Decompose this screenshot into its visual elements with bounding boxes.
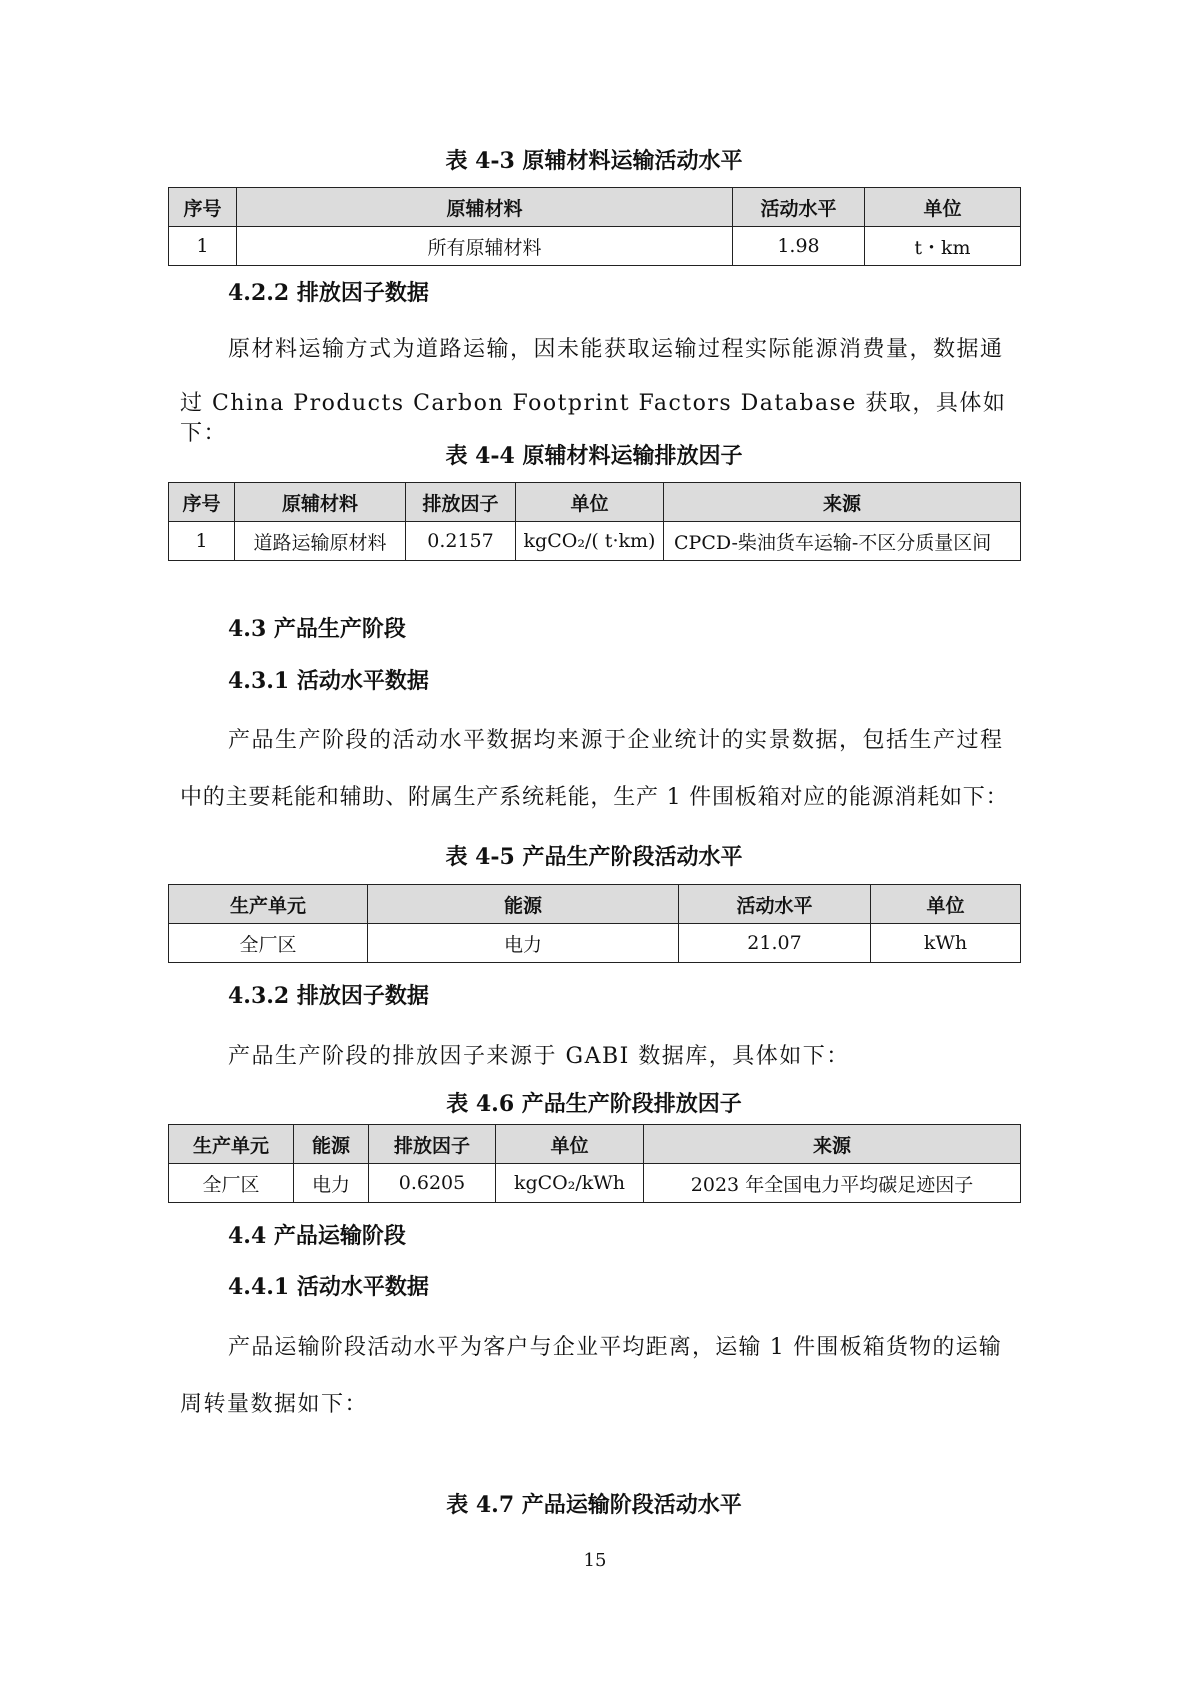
paragraph-line: 原材料运输方式为道路运输，因未能获取运输过程实际能源消费量，数据通 bbox=[228, 337, 1004, 362]
table-4-6 bbox=[168, 1124, 1021, 1203]
table-cell: 道路运输原材料 bbox=[235, 522, 406, 561]
paragraph-line: 产品运输阶段活动水平为客户与企业平均距离，运输 1 件围板箱货物的运输 bbox=[228, 1335, 1002, 1360]
table-row bbox=[169, 227, 1021, 266]
table-cell: kWh bbox=[871, 924, 1021, 963]
table-row bbox=[169, 1164, 1021, 1203]
table-header-cell: 单位 bbox=[516, 483, 664, 522]
table-header-cell: 生产单元 bbox=[169, 885, 368, 924]
table-cell: 电力 bbox=[294, 1164, 369, 1203]
paragraph-line: 产品生产阶段的活动水平数据均来源于企业统计的实景数据，包括生产过程 bbox=[228, 728, 1004, 753]
table-cell: 2023 年全国电力平均碳足迹因子 bbox=[644, 1164, 1021, 1203]
paragraph-line: 产品生产阶段的排放因子来源于 GABI 数据库，具体如下： bbox=[228, 1044, 850, 1069]
table-4-5-caption: 表 4-5 产品生产阶段活动水平 bbox=[445, 844, 743, 870]
section-heading: 4.4.1 活动水平数据 bbox=[228, 1274, 429, 1300]
paragraph-line: 周转量数据如下： bbox=[180, 1392, 369, 1417]
table-cell: t・km bbox=[865, 227, 1021, 266]
paragraph-line: 中的主要耗能和辅助、附属生产系统耗能，生产 1 件围板箱对应的能源消耗如下： bbox=[180, 785, 1009, 810]
table-cell: 21.07 bbox=[679, 924, 871, 963]
table-4-5 bbox=[168, 884, 1021, 963]
table-header-row bbox=[169, 483, 1021, 522]
table-header-cell: 单位 bbox=[871, 885, 1021, 924]
table-header-cell: 原辅材料 bbox=[237, 188, 733, 227]
table-header-cell: 活动水平 bbox=[733, 188, 865, 227]
table-4-6-caption: 表 4.6 产品生产阶段排放因子 bbox=[446, 1091, 742, 1117]
table-header-cell: 序号 bbox=[169, 188, 237, 227]
page-number: 15 bbox=[583, 1550, 607, 1571]
paragraph-line: 过 China Products Carbon Footprint Factors Database 获取，具体如下： bbox=[180, 391, 1007, 446]
table-4-3 bbox=[168, 187, 1021, 266]
table-cell: kgCO₂/( t·km) bbox=[516, 522, 664, 561]
table-header-cell: 单位 bbox=[865, 188, 1021, 227]
table-row bbox=[169, 924, 1021, 963]
section-heading: 4.3.2 排放因子数据 bbox=[228, 983, 429, 1009]
table-cell: 1.98 bbox=[733, 227, 865, 266]
table-row bbox=[169, 522, 1021, 561]
table-cell: 全厂区 bbox=[169, 1164, 294, 1203]
table-header-cell: 活动水平 bbox=[679, 885, 871, 924]
table-header-cell: 生产单元 bbox=[169, 1125, 294, 1164]
table-4-4 bbox=[168, 482, 1021, 561]
table-header-cell: 原辅材料 bbox=[235, 483, 406, 522]
table-header-row bbox=[169, 188, 1021, 227]
table-4-3-caption: 表 4-3 原辅材料运输活动水平 bbox=[445, 148, 743, 174]
table-header-row bbox=[169, 885, 1021, 924]
table-cell: 1 bbox=[169, 522, 235, 561]
table-header-cell: 序号 bbox=[169, 483, 235, 522]
table-4-4-caption: 表 4-4 原辅材料运输排放因子 bbox=[445, 443, 743, 469]
table-header-cell: 排放因子 bbox=[369, 1125, 496, 1164]
table-cell: 1 bbox=[169, 227, 237, 266]
section-heading: 4.3 产品生产阶段 bbox=[228, 616, 406, 642]
table-4-7-caption: 表 4.7 产品运输阶段活动水平 bbox=[446, 1492, 742, 1518]
table-header-cell: 能源 bbox=[294, 1125, 369, 1164]
table-cell: 0.6205 bbox=[369, 1164, 496, 1203]
table-header-cell: 来源 bbox=[664, 483, 1021, 522]
table-header-cell: 排放因子 bbox=[406, 483, 516, 522]
table-cell: 所有原辅材料 bbox=[237, 227, 733, 266]
table-cell: CPCD-柴油货车运输-不区分质量区间 bbox=[664, 522, 1021, 561]
table-header-cell: 单位 bbox=[496, 1125, 644, 1164]
table-header-cell: 能源 bbox=[368, 885, 679, 924]
section-heading: 4.2.2 排放因子数据 bbox=[228, 280, 429, 306]
section-heading: 4.4 产品运输阶段 bbox=[228, 1223, 406, 1249]
table-cell: kgCO₂/kWh bbox=[496, 1164, 644, 1203]
table-cell: 电力 bbox=[368, 924, 679, 963]
section-heading: 4.3.1 活动水平数据 bbox=[228, 668, 429, 694]
table-cell: 全厂区 bbox=[169, 924, 368, 963]
table-cell: 0.2157 bbox=[406, 522, 516, 561]
table-header-cell: 来源 bbox=[644, 1125, 1021, 1164]
table-header-row bbox=[169, 1125, 1021, 1164]
